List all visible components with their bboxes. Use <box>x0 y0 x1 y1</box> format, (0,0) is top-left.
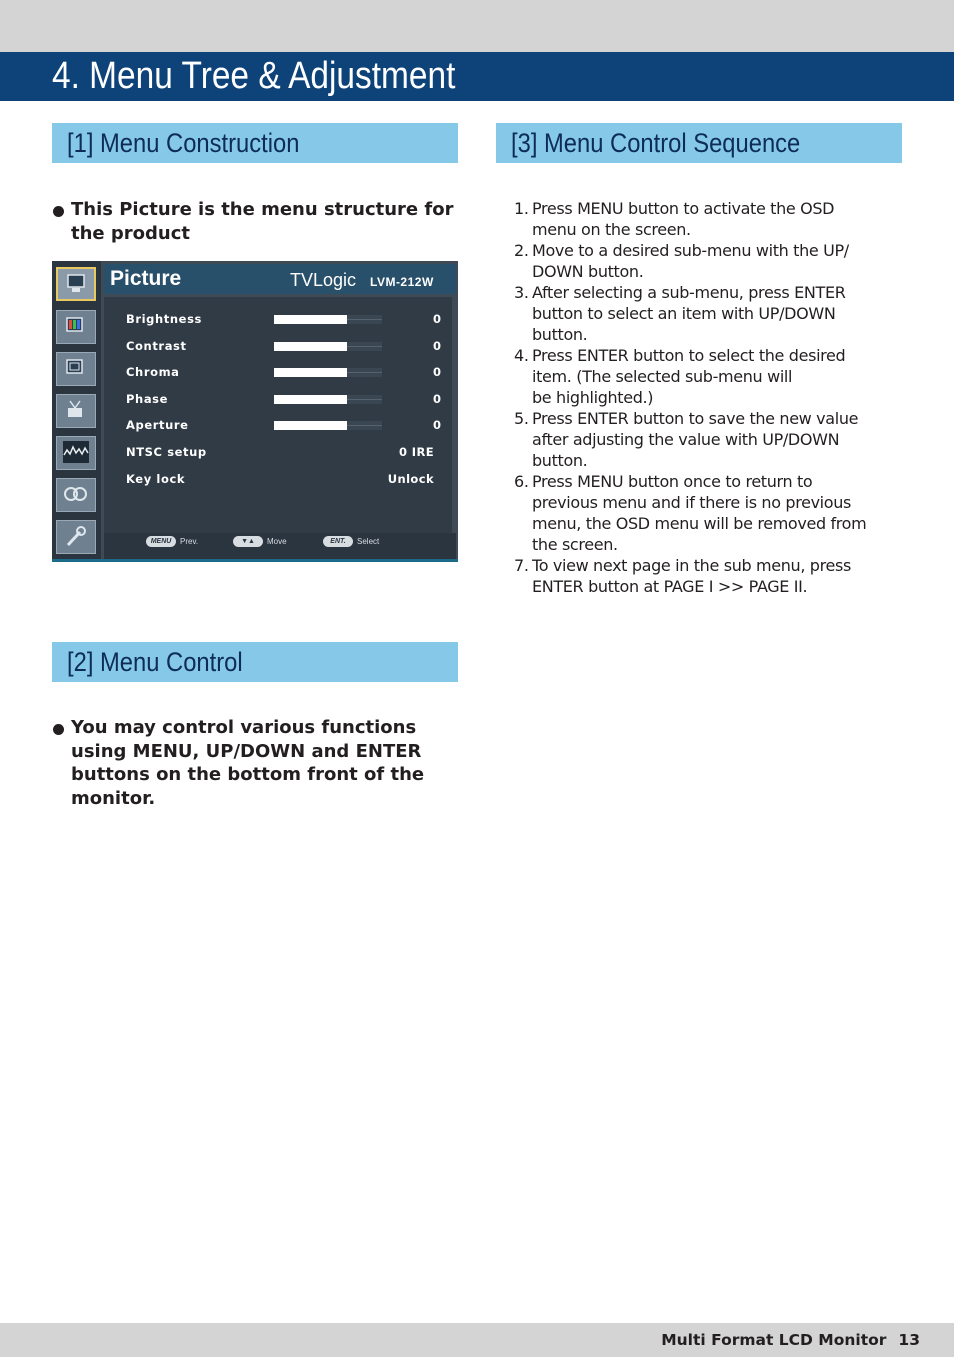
osd-menu-hint: Prev. <box>180 537 199 546</box>
osd-row-label: Brightness <box>126 312 202 326</box>
osd-row-value: 0 <box>433 312 442 326</box>
link-icon <box>56 478 96 512</box>
step-number: 1. <box>514 199 529 218</box>
osd-slider-bar <box>274 315 382 324</box>
monitor-icon <box>56 267 96 301</box>
osd-row-value: 0 <box>433 418 442 433</box>
step-text: Press MENU button to activate the OSD menu on the screen. <box>532 199 835 239</box>
bullet-menu-structure <box>71 198 461 245</box>
osd-slider-track <box>347 399 382 400</box>
step-text: Press MENU button once to return to previous menu and if there is no previous menu, the OSD menu will be removed from the screen. <box>532 472 867 554</box>
audio-icon <box>56 394 96 428</box>
osd-model: LVM-212W <box>370 275 434 289</box>
section-heading-text: [2] Menu Control <box>67 647 243 677</box>
step-item <box>514 471 909 555</box>
step-text: After selecting a sub-menu, press ENTER button to select an item with UP/DOWN button. <box>532 283 846 344</box>
title-bar <box>0 52 954 101</box>
osd-slider-bar <box>274 368 382 377</box>
section-heading-text: [1] Menu Construction <box>67 128 300 158</box>
section-heading-menu-construction <box>52 123 458 163</box>
osd-menu-screenshot <box>52 261 458 562</box>
osd-ent-button: ENT. <box>323 536 353 547</box>
osd-menu-button: MENU <box>146 536 176 547</box>
page-title: 4. Menu Tree & Adjustment <box>52 55 456 97</box>
page-number: 13 <box>898 1331 920 1349</box>
tools-icon <box>56 520 96 554</box>
osd-slider-fill <box>274 395 347 404</box>
osd-row-label: Chroma <box>126 365 180 380</box>
top-band <box>0 0 954 52</box>
steps-list <box>514 198 909 597</box>
step-number: 5. <box>514 409 529 428</box>
step-number: 7. <box>514 556 529 575</box>
step-number: 4. <box>514 346 529 365</box>
osd-move-button: ▼▲ <box>233 536 263 547</box>
footer-band <box>0 1323 954 1357</box>
osd-slider-track <box>347 346 382 347</box>
step-item <box>514 282 909 345</box>
footer-text <box>661 1329 920 1351</box>
step-number: 3. <box>514 283 529 302</box>
waveform-icon <box>56 436 96 470</box>
osd-row-label: Contrast <box>126 338 187 353</box>
step-item <box>514 240 909 282</box>
step-text: Move to a desired sub-menu with the UP/ DOWN button. <box>532 241 849 281</box>
osd-slider-fill <box>274 421 347 430</box>
step-item <box>514 408 909 471</box>
section-heading-menu-control <box>52 642 458 682</box>
step-text: Press ENTER button to select the desired item. (The selected sub-menu will be highlighted.) <box>532 346 846 407</box>
osd-slider-fill <box>274 342 347 351</box>
bullet-dot-icon <box>53 206 64 217</box>
osd-row-value: 0 <box>433 391 442 406</box>
osd-row-label: Phase <box>126 391 169 406</box>
section-heading-text: [3] Menu Control Sequence <box>511 128 801 158</box>
osd-slider-bar <box>274 421 382 430</box>
osd-row-value: 0 IRE <box>399 445 434 459</box>
step-item <box>514 345 909 408</box>
step-item <box>514 198 909 240</box>
step-number: 2. <box>514 241 529 260</box>
osd-ent-hint: Select <box>357 537 380 546</box>
step-number: 6. <box>514 472 529 491</box>
screen-icon <box>56 352 96 386</box>
step-text: Press ENTER button to save the new value after adjusting the value with UP/DOWN button. <box>532 409 859 470</box>
osd-brand: TVLogic <box>290 270 357 290</box>
bullet-text: You may control various functions using MENU, UP/DOWN and ENTER buttons on the bottom front of the monitor. <box>71 717 425 809</box>
osd-row-value: Unlock <box>387 471 434 486</box>
osd-row-label: Key lock <box>126 471 186 486</box>
step-item <box>514 555 909 597</box>
osd-slider-fill <box>274 315 347 324</box>
osd-slider-fill <box>274 368 347 377</box>
bullet-dot-icon <box>53 724 64 735</box>
osd-row-value: 0 <box>433 365 442 380</box>
section-heading-menu-control-sequence <box>496 123 902 163</box>
bullet-menu-control <box>71 716 461 810</box>
osd-title: Picture <box>110 267 182 290</box>
color-icon <box>56 310 96 344</box>
osd-slider-bar <box>274 342 382 351</box>
osd-panel <box>104 297 452 533</box>
osd-slider-track <box>347 425 382 426</box>
footer-label: Multi Format LCD Monitor <box>661 1331 887 1349</box>
osd-slider-bar <box>274 395 382 404</box>
step-text: To view next page in the sub menu, press ENTER button at PAGE I >> PAGE II. <box>532 556 851 596</box>
osd-slider-track <box>347 372 382 373</box>
osd-slider-track <box>347 319 382 320</box>
osd-bottom-line <box>52 559 458 562</box>
osd-move-hint: Move <box>267 537 287 546</box>
osd-row-value: 0 <box>433 338 442 353</box>
bullet-text: This Picture is the menu structure for the product <box>71 199 454 244</box>
osd-row-label: Aperture <box>126 418 189 433</box>
osd-row-label: NTSC setup <box>126 445 207 459</box>
